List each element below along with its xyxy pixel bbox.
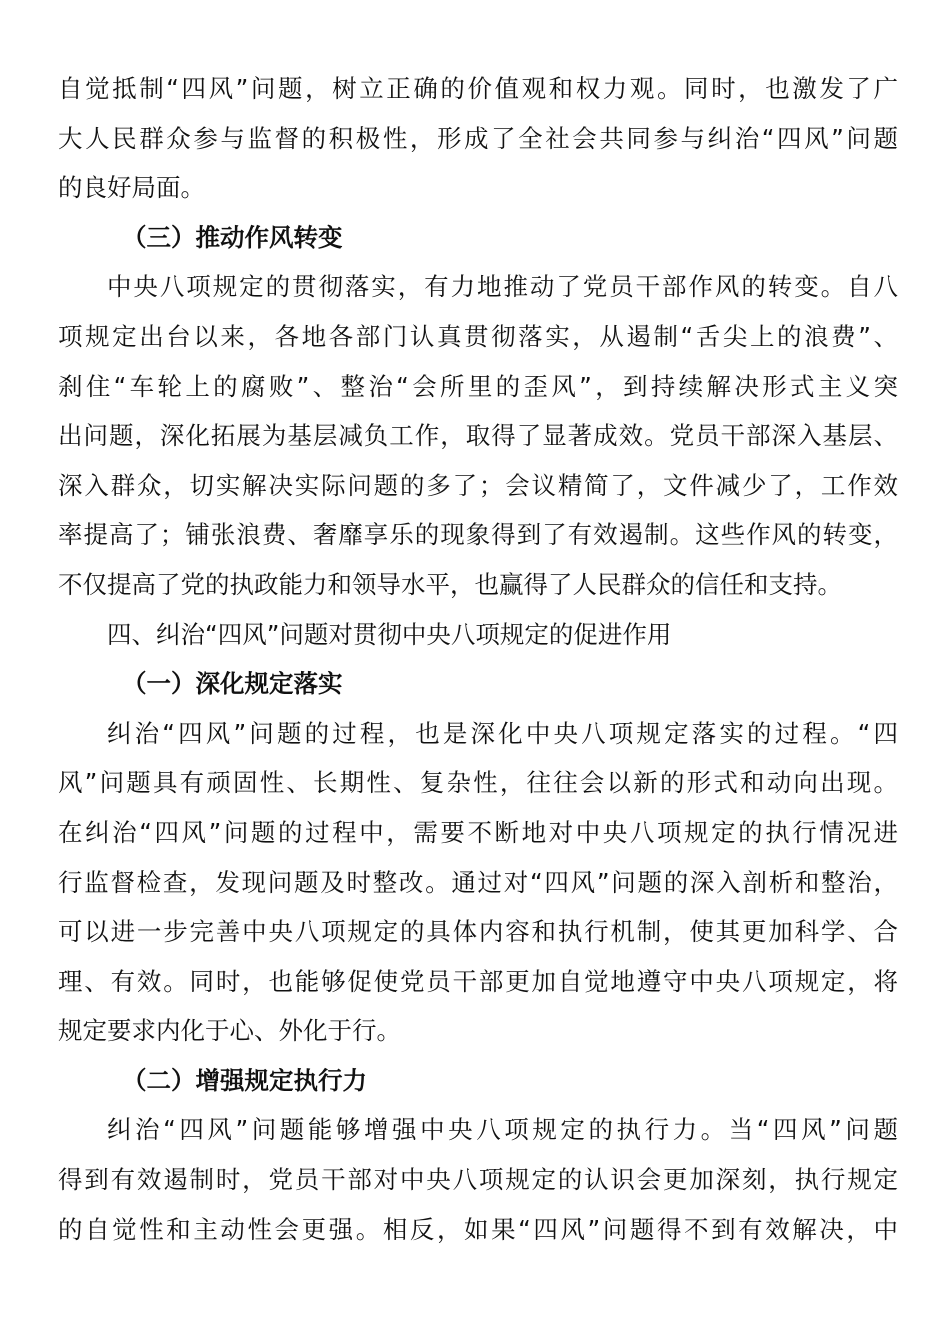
text-line: 项规定出台以来，各地各部门认真贯彻落实，从遏制“舌尖上的浪费”、 [58, 321, 898, 351]
text-line: 在纠治“四风”问题的过程中，需要不断地对中央八项规定的执行情况进 [58, 817, 898, 847]
text-line: 风”问题具有顽固性、长期性、复杂性，往往会以新的形式和动向出现。 [58, 768, 898, 798]
text-line: 的良好局面。 [58, 173, 205, 203]
text-line: 大人民群众参与监督的积极性，形成了全社会共同参与纠治“四风”问题 [58, 123, 898, 153]
text-line: 中央八项规定的贯彻落实，有力地推动了党员干部作风的转变。自八 [107, 272, 898, 302]
section-heading: （二）增强规定执行力 [122, 1065, 367, 1095]
text-line: 纠治“四风”问题能够增强中央八项规定的执行力。当“四风”问题 [107, 1115, 898, 1145]
text-line: 的自觉性和主动性会更强。相反，如果“四风”问题得不到有效解决，中 [58, 1214, 898, 1244]
chapter-heading: 四、纠治“四风”问题对贯彻中央八项规定的促进作用 [107, 619, 672, 649]
text-line: 纠治“四风”问题的过程，也是深化中央八项规定落实的过程。“四 [107, 718, 898, 748]
text-line: 行监督检查，发现问题及时整改。通过对“四风”问题的深入剖析和整治， [58, 867, 898, 897]
text-line: 可以进一步完善中央八项规定的具体内容和执行机制，使其更加科学、合 [58, 917, 898, 947]
text-line: 率提高了；铺张浪费、奢靡享乐的现象得到了有效遏制。这些作风的转变， [58, 520, 898, 550]
document-body [58, 64, 898, 1254]
text-line: 自觉抵制“四风”问题，树立正确的价值观和权力观。同时，也激发了广 [58, 74, 898, 103]
section-heading: （一）深化规定落实 [122, 669, 343, 699]
text-line: 深入群众，切实解决实际问题的多了；会议精简了，文件减少了，工作效 [58, 470, 898, 500]
text-line: 规定要求内化于心、外化于行。 [58, 1016, 401, 1046]
text-line: 不仅提高了党的执政能力和领导水平，也赢得了人民群众的信任和支持。 [58, 569, 842, 599]
text-line: 刹住“车轮上的腐败”、整治“会所里的歪风”，到持续解决形式主义突 [58, 371, 898, 401]
text-line: 理、有效。同时，也能够促使党员干部更加自觉地遵守中央八项规定，将 [58, 966, 898, 996]
section-heading: （三）推动作风转变 [122, 222, 343, 252]
text-line: 出问题，深化拓展为基层减负工作，取得了显著成效。党员干部深入基层、 [58, 421, 898, 451]
text-line: 得到有效遏制时，党员干部对中央八项规定的认识会更加深刻，执行规定 [58, 1165, 898, 1195]
